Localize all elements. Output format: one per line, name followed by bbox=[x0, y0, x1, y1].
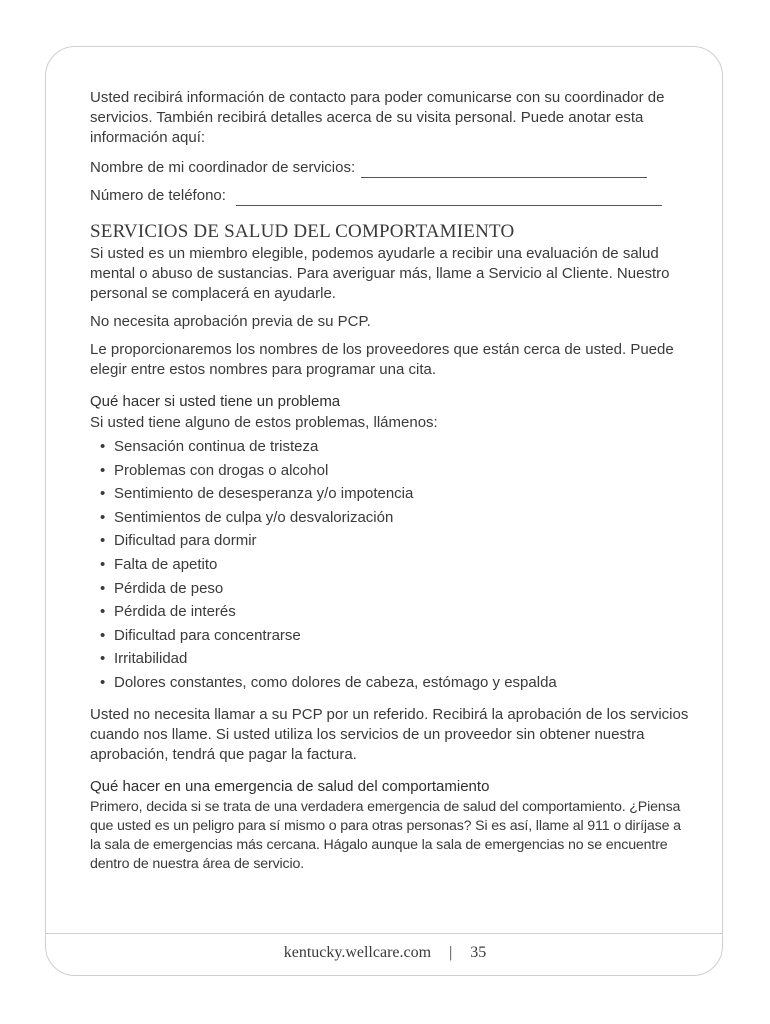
pcp-approval-paragraph: No necesita aprobación previa de su PCP. bbox=[90, 313, 371, 330]
list-item: • Dificultad para concentrarse bbox=[100, 624, 692, 648]
bullet-icon: • bbox=[100, 532, 106, 550]
page-content bbox=[90, 88, 692, 882]
coordinator-label: Nombre de mi coordinador de servicios: bbox=[90, 159, 356, 176]
problem-intro: Si usted tiene alguno de estos problemas, llámenos: bbox=[90, 414, 438, 431]
symptom-list bbox=[90, 435, 692, 695]
list-item: • Irritabilidad bbox=[100, 647, 692, 671]
bullet-icon: • bbox=[100, 650, 106, 668]
bullet-icon: • bbox=[100, 438, 106, 455]
bullet-icon: • bbox=[100, 603, 106, 621]
coordinator-blank-line[interactable] bbox=[361, 161, 647, 178]
bullet-icon: • bbox=[100, 673, 106, 691]
eligibility-paragraph: Si usted es un miembro elegible, podemos ayudarle a recibir una evaluación de salud mental o abuso de sustancias. Para averiguar más, llame a Servicio al Cliente. Nuestro personal se complacerá en ayudarle. bbox=[90, 245, 670, 302]
list-item: • Falta de apetito bbox=[100, 553, 692, 577]
coordinator-field bbox=[90, 156, 692, 178]
list-item: • Pérdida de interés bbox=[100, 600, 692, 624]
bullet-icon: • bbox=[100, 626, 106, 644]
referral-paragraph: Usted no necesita llamar a su PCP por un referido. Recibirá la aprobación de los servicios cuando nos llame. Si usted utiliza los servicios de un proveedor sin obtener nuestra aprobación, tendrá que pagar la factura. bbox=[90, 705, 689, 763]
providers-paragraph: Le proporcionaremos los nombres de los proveedores que están cerca de usted. Puede elegir entre estos nombres para programar una cita. bbox=[90, 341, 674, 378]
list-item: • Dificultad para dormir bbox=[100, 529, 692, 553]
page-number: 35 bbox=[470, 944, 487, 961]
list-item: • Sentimientos de culpa y/o desvalorización bbox=[100, 506, 692, 530]
emergency-heading: Qué hacer en una emergencia de salud del comportamiento bbox=[90, 777, 490, 795]
list-item: • Pérdida de peso bbox=[100, 577, 692, 601]
bullet-icon: • bbox=[100, 579, 106, 597]
bullet-icon: • bbox=[100, 508, 106, 526]
phone-field bbox=[90, 184, 692, 206]
phone-label: Número de teléfono: bbox=[90, 187, 226, 204]
section-title: SERVICIOS DE SALUD DEL COMPORTAMIENTO bbox=[90, 221, 515, 242]
footer-separator: | bbox=[449, 944, 453, 961]
list-item: • Problemas con drogas o alcohol bbox=[100, 459, 692, 483]
bullet-icon: • bbox=[100, 461, 106, 479]
phone-blank-line[interactable] bbox=[236, 189, 662, 206]
intro-paragraph: Usted recibirá información de contacto para poder comunicarse con su coordinador de servicios. También recibirá detalles acerca de su visita personal. Puede anotar esta información aquí: bbox=[90, 89, 665, 146]
page-footer bbox=[0, 944, 770, 962]
bullet-icon: • bbox=[100, 485, 106, 503]
footer-website-link[interactable]: kentucky.wellcare.com bbox=[283, 944, 432, 961]
bullet-icon: • bbox=[100, 555, 106, 573]
problem-heading: Qué hacer si usted tiene un problema bbox=[90, 393, 341, 410]
emergency-paragraph: Primero, decida si se trata de una verdadera emergencia de salud del comportamiento. ¿Piensa que usted es un peligro para sí mismo o para otras personas? Si es así, llame al 911 o diríjase a la sala de emergencias más cercana. Hágalo aunque la sala de emergencias no se encuentre dentro de nuestra área de servicio. bbox=[90, 798, 681, 872]
list-item: • Dolores constantes, como dolores de cabeza, estómago y espalda bbox=[100, 671, 692, 695]
list-item: • Sentimiento de desesperanza y/o impotencia bbox=[100, 482, 692, 506]
footer-divider bbox=[46, 933, 722, 934]
list-item: • Sensación continua de tristeza bbox=[100, 435, 692, 459]
